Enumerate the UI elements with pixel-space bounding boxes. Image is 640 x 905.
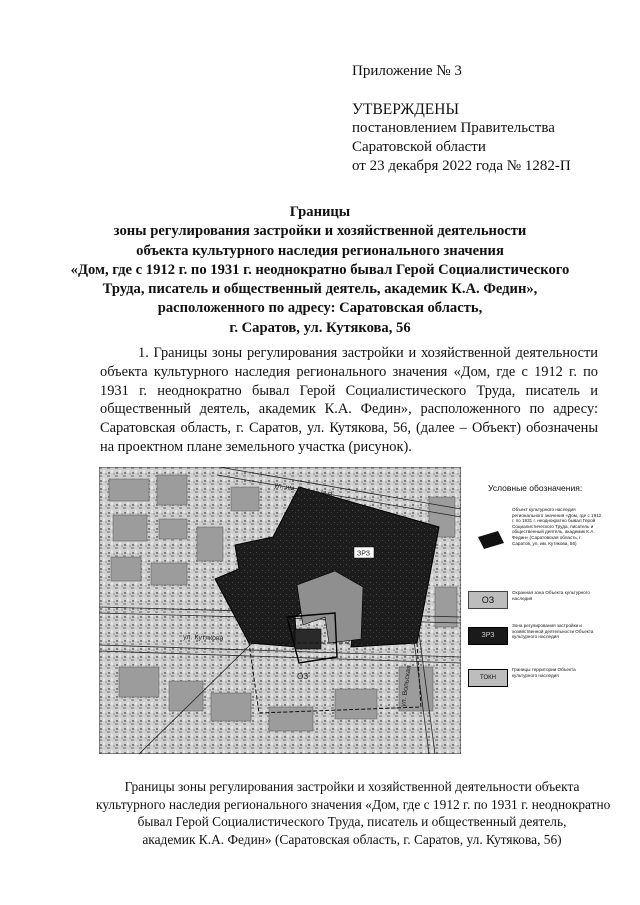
body-text — [100, 344, 598, 457]
title-line: г. Саратов, ул. Кутякова, 56 — [229, 319, 411, 336]
figure-caption — [96, 778, 611, 848]
document-title — [0, 203, 640, 338]
zrz-symbol-icon: ЗРЗ — [468, 627, 508, 645]
approval-block — [352, 62, 571, 176]
caption-line: академик К.А. Федин» (Саратовская область, г. Саратов, ул. Кутякова, 56) — [142, 831, 562, 847]
approval-line-1: постановлением Правительства — [352, 120, 555, 136]
paragraph-1: 1. Границы зоны регулирования застройки и хозяйственной деятельности объекта культурного наследия регионального значения «Дом, где с 1912 г. по 1931 г. неоднократно бывал Герой Социалистического Труда, писатель и общественный деятель, академик К.А. Федин», расположенного по адресу: Саратовская область, г. Саратов, ул. Кутякова, 56, (далее – Объект) обозначены на проектном плане земельного участка (рисунок). — [100, 345, 598, 455]
street-label-volskaya: ул. Вольская — [400, 664, 413, 708]
map-drawing — [99, 467, 461, 754]
map-legend — [462, 467, 602, 754]
caption-line: бывал Герой Социалистического Труда, писатель и общественный деятель, — [137, 814, 567, 830]
title-line: расположенного по адресу: Саратовская область, — [157, 300, 483, 317]
legend-text: Зона регулирования застройки и хозяйственной деятельности Объекта культурного наследия — [512, 623, 594, 640]
approval-line-2: Саратовской области — [352, 139, 486, 155]
title-line: зоны регулирования застройки и хозяйственной деятельности — [113, 223, 527, 240]
street-label-kutyakova: ул. Кутякова — [182, 634, 224, 643]
legend-item-object — [462, 501, 602, 577]
approval-line-3: от 23 декабря 2022 года № 1282-П — [352, 158, 571, 174]
title-line: «Дом, где с 1912 г. по 1931 г. неоднократно бывал Герой Социалистического — [70, 261, 570, 278]
oz-code-label: ОЗ — [297, 672, 309, 681]
legend-title: Условные обозначения: — [488, 483, 583, 493]
title-line: объекта культурного наследия регионального значения — [136, 242, 504, 259]
tokn-symbol-icon: ТОКН — [468, 669, 508, 687]
approved-heading: УТВЕРЖДЕНЫ — [352, 101, 459, 118]
object-symbol-icon — [476, 531, 506, 551]
oz-symbol-icon: ОЗ — [468, 591, 508, 609]
legend-item-zrz — [462, 619, 602, 655]
caption-line: Границы зоны регулирования застройки и хозяйственной деятельности объекта — [124, 779, 580, 794]
caption-line: культурного наследия регионального значения «Дом, где с 1912 г. по 1931 г. неоднократно — [96, 796, 611, 812]
legend-text: Объект культурного наследия регионального значения «Дом, где с 1912 г. по 1931 г. неоднократно бывал Герой Социалистического Труда, писатель и общественный деятель, академик К.А. Федин» (Саратовская область, г. Саратов, ул. им. Кутякова, 56) — [512, 507, 602, 546]
title-line: Границы — [289, 204, 351, 220]
title-line: Труда, писатель и общественный деятель, академик К.А. Федин», — [102, 281, 538, 298]
legend-item-oz — [462, 584, 602, 614]
legend-text: Границы территории Объекта культурного наследия — [512, 667, 576, 678]
zone-code-label: ЗРЗ — [357, 550, 370, 558]
legend-item-tokn — [462, 663, 602, 691]
zone-map — [99, 467, 461, 754]
street-label-gogol: ул. им. Гоголя Н.В. — [273, 482, 335, 500]
legend-text: Охранная зона Объекта культурного наследия — [512, 590, 590, 601]
appendix-number: Приложение № 3 — [352, 63, 462, 79]
